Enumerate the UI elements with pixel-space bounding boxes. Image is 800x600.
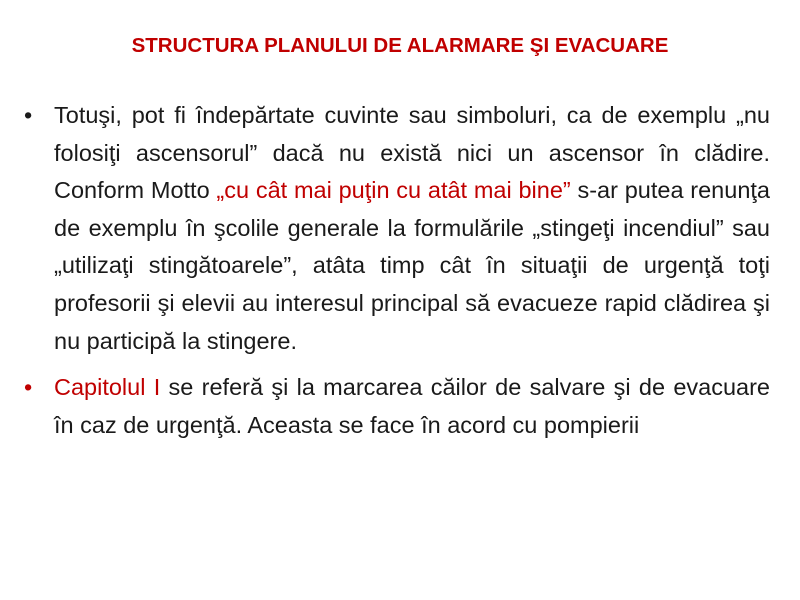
slide-title: STRUCTURA PLANULUI DE ALARMARE ŞI EVACUARE <box>131 34 669 57</box>
bullet-2-chapter: Capitolul I <box>54 374 161 401</box>
bullet-list <box>18 97 770 453</box>
bullet-item-1 <box>18 97 770 360</box>
bullet-1-text-continued: s-ar putea renunţa de exemplu în şcolile generale la formulările „stingeţi incendiul” sau „utilizaţi stingătoarele”, atâta timp cât în situaţii de urgenţă toţi profesorii şi elevii au interesul principal să evacueze rapid clădirea şi nu participă la stingere. <box>54 177 770 354</box>
bullet-2-text: se referă şi la marcarea căilor de salvare şi de evacuare în caz de urgenţă. Aceasta se face în acord cu pompierii <box>54 374 770 438</box>
bullet-dot-icon: • <box>24 102 33 128</box>
bullet-1-text: Totuşi, pot fi îndepărtate cuvinte sau simboluri, ca de exemplu „nu folosiţi ascensorul” dacă nu există nici un ascensor în clădire. Conform Motto <box>54 102 770 204</box>
bullet-1-motto: „cu cât mai puţin cu atât mai bine” <box>216 177 571 204</box>
bullet-dot-icon: • <box>24 374 33 401</box>
bullet-item-2 <box>18 369 770 444</box>
